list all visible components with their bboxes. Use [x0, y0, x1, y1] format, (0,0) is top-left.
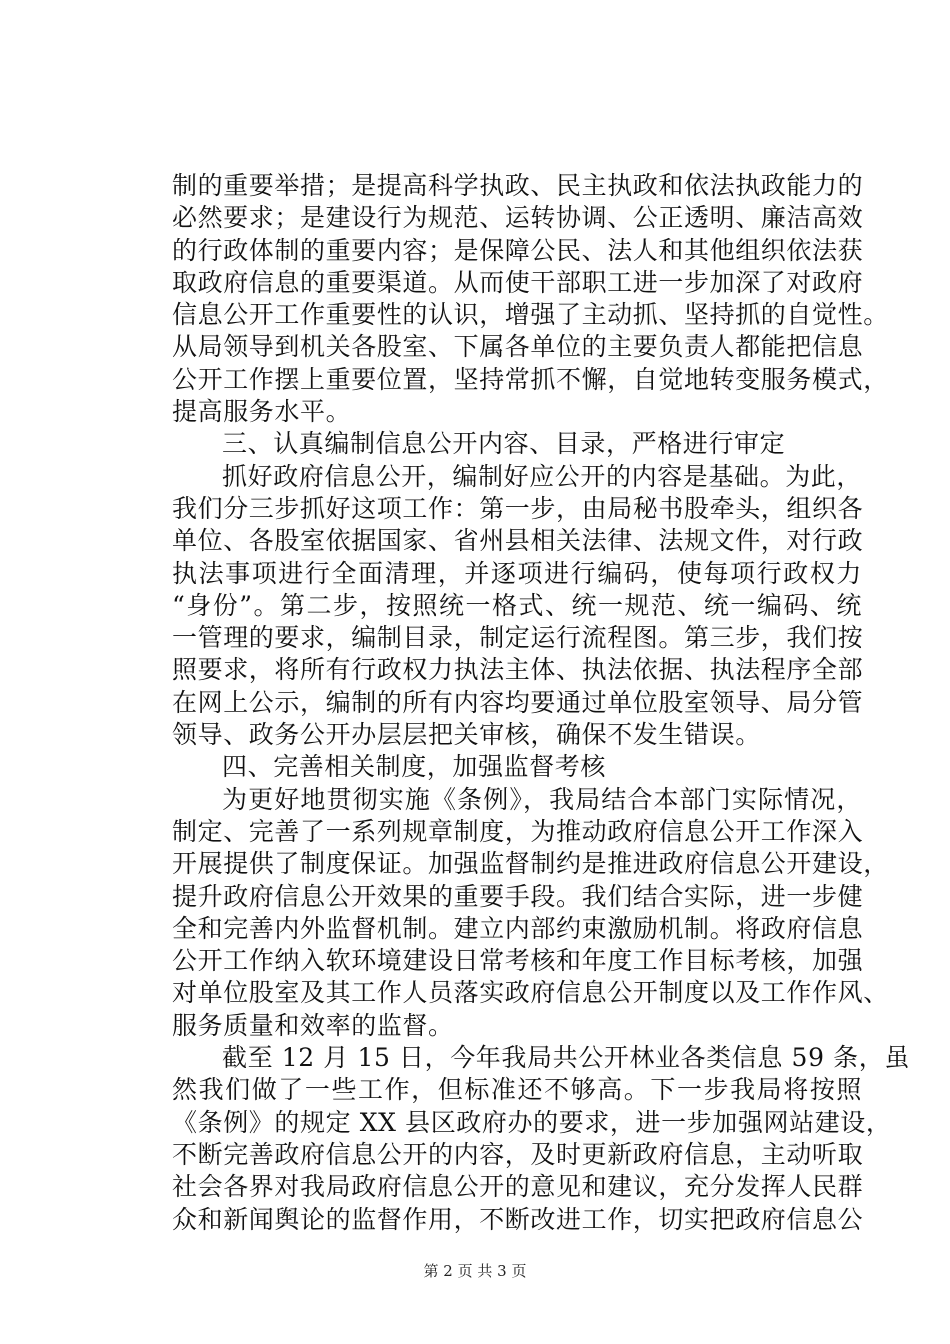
page-footer: 第 2 页 共 3 页: [423, 1262, 527, 1280]
text-line: 为更好地贯彻实施《条例》，我局结合本部门实际情况，: [222, 784, 862, 814]
text-line: 众和新闻舆论的监督作用，不断改进工作，切实把政府信息公: [172, 1204, 864, 1234]
text-line: 的行政体制的重要内容；是保障公民、法人和其他组织依法获: [172, 235, 864, 265]
text-line: 四、完善相关制度，加强监督考核: [222, 752, 607, 782]
text-line: 必然要求；是建设行为规范、运转协调、公正透明、廉洁高效: [172, 203, 864, 233]
text-line: 开展提供了制度保证。加强监督制约是推进政府信息公开建设，: [172, 849, 889, 879]
text-line: 单位、各股室依据国家、省州县相关法律、法规文件，对行政: [172, 526, 864, 556]
text-line: 执法事项进行全面清理，并逐项进行编码，使每项行政权力: [172, 558, 862, 588]
text-line: 制的重要举措；是提高科学执政、民主执政和依法执政能力的: [172, 171, 864, 200]
text-line: 信息公开工作重要性的认识，增强了主动抓、坚持抓的自觉性。: [172, 300, 889, 330]
text-line: 全和完善内外监督机制。建立内部约束激励机制。将政府信息: [172, 913, 864, 943]
text-line: 领导、政务公开办层层把关审核，确保不发生错误。: [172, 720, 761, 750]
text-line: 公开工作纳入软环境建设日常考核和年度工作目标考核，加强: [172, 946, 864, 976]
text-line: 在网上公示，编制的所有内容均要通过单位股室领导、局分管: [172, 687, 864, 717]
text-line: 对单位股室及其工作人员落实政府信息公开制度以及工作作风、: [172, 978, 889, 1008]
text-line: 从局领导到机关各股室、下属各单位的主要负责人都能把信息: [172, 332, 864, 362]
text-line: “身份”。第二步，按照统一格式、统一规范、统一编码、统: [172, 590, 862, 620]
text-line: 提升政府信息公开效果的重要手段。我们结合实际，进一步健: [172, 881, 864, 911]
text-line: 我们分三步抓好这项工作：第一步，由局秘书股牵头，组织各: [172, 493, 864, 523]
text-line: 《条例》的规定 XX 县区政府办的要求，进一步加强网站建设，: [172, 1107, 892, 1137]
text-line: 服务质量和效率的监督。: [172, 1010, 454, 1040]
text-line: 三、认真编制信息公开内容、目录，严格进行审定: [222, 429, 786, 459]
text-line: 然我们做了一些工作，但标准还不够高。下一步我局将按照: [172, 1075, 862, 1105]
text-line: 照要求，将所有行政权力执法主体、执法依据、执法程序全部: [172, 655, 864, 685]
text-line: 取政府信息的重要渠道。从而使干部职工进一步加深了对政府: [172, 267, 864, 297]
document-body: [172, 170, 910, 1236]
text-line: 一管理的要求，编制目录，制定运行流程图。第三步，我们按: [172, 623, 864, 653]
text-line: 抓好政府信息公开，编制好应公开的内容是基础。为此，: [222, 461, 863, 491]
text-line: 制定、完善了一系列规章制度，为推动政府信息公开工作深入: [172, 816, 864, 846]
text-line: 公开工作摆上重要位置，坚持常抓不懈，自觉地转变服务模式，: [172, 364, 889, 394]
text-line: 截至 12 月 15 日，今年我局共公开林业各类信息 59 条，虽: [222, 1043, 910, 1073]
text-line: 社会各界对我局政府信息公开的意见和建议，充分发挥人民群: [172, 1172, 864, 1202]
text-line: 提高服务水平。: [172, 397, 352, 427]
text-line: 不断完善政府信息公开的内容，及时更新政府信息，主动听取: [172, 1139, 864, 1169]
